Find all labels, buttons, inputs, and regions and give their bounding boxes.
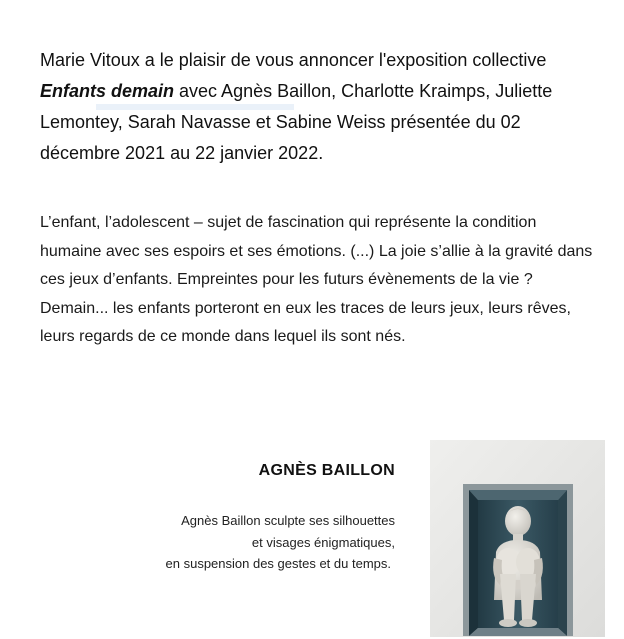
bio-line: et visages énigmatiques,	[251, 534, 395, 550]
exhibition-title: Enfants demain	[40, 81, 175, 101]
bio-line: en suspension des gestes et du temps.	[165, 556, 391, 571]
artist-bio	[166, 510, 395, 575]
sculpture-illustration	[430, 440, 605, 637]
intro-text-start: Marie Vitoux a le plaisir de vous annoncer l'exposition collective	[40, 50, 547, 70]
exhibition-description: L’enfant, l’adolescent – sujet de fascination qui représente la condition humaine avec ses espoirs et ses émotions. (...) La joie s’allie à la gravité dans ces jeux d’enfants. Empreintes pour les futurs évènements de la vie ? Demain... les enfants porteront en eux les traces de leurs jeux, leurs rêves, leurs regards de ce monde dans lequel ils sont nés.	[40, 214, 593, 346]
bio-line: Agnès Baillon sculpte ses silhouettes	[181, 513, 395, 528]
exhibition-announcement	[40, 45, 600, 169]
artist-name: AGNÈS BAILLON	[258, 462, 395, 479]
intro-text-end: avec Agnès Baillon, Charlotte Kraimps, Juliette Lemontey, Sarah Navasse et Sabine Weiss présentée du 02 décembre 2021 au 22 janvier 2022.	[40, 81, 553, 163]
sculpture-photo	[430, 440, 605, 637]
